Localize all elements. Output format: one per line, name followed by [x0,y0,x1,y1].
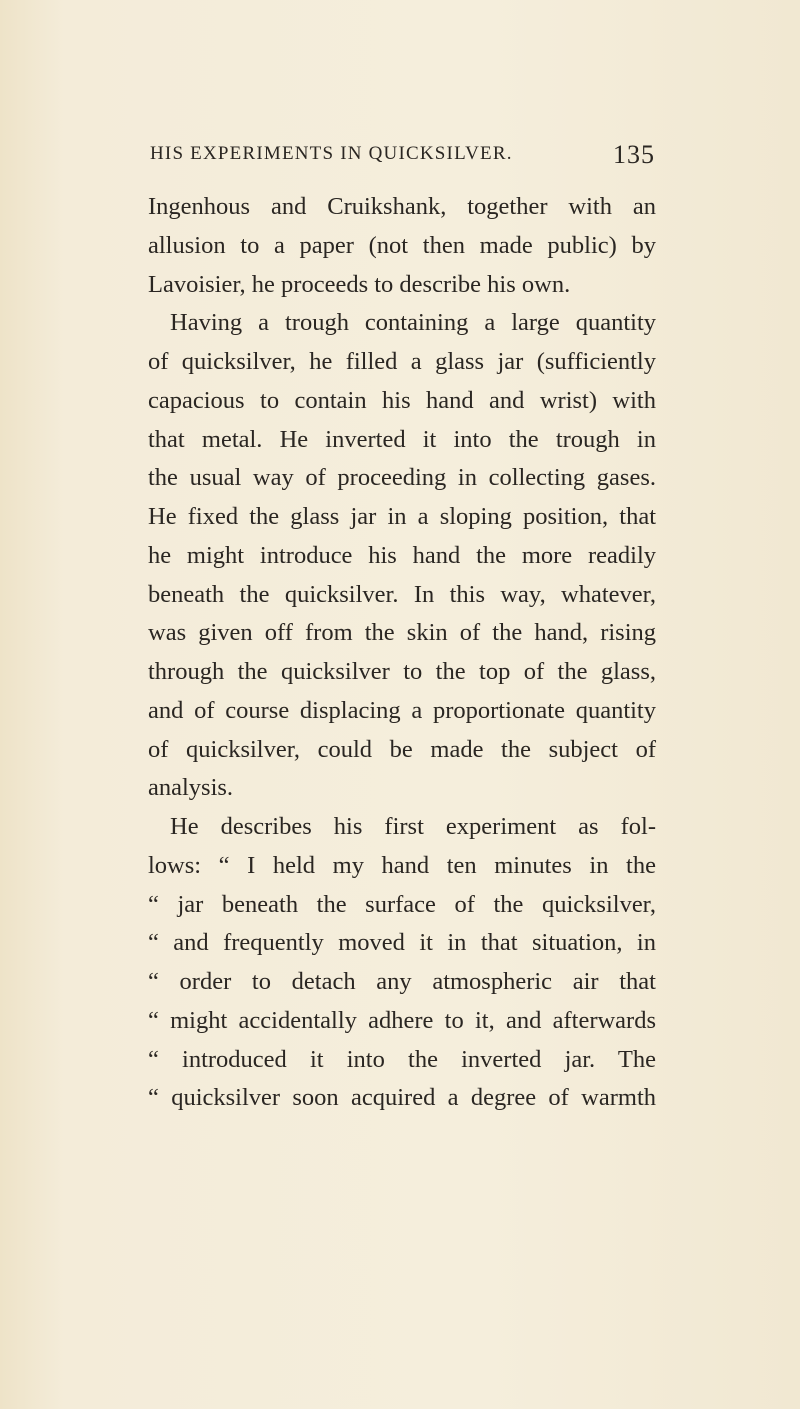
text-line: He fixed the glass jar in a sloping position, that [148,503,656,530]
text-line: He describes his first experiment as fol- [170,813,656,840]
text-line: “ order to detach any atmospheric air that [148,968,656,995]
running-title: HIS EXPERIMENTS IN QUICKSILVER. [150,143,513,164]
text-line: Having a trough containing a large quantity [170,309,656,337]
text-line: of quicksilver, could be made the subject of [148,735,656,763]
text-line: beneath the quicksilver. In this way, whatever, [148,580,656,608]
text-line: he might introduce his hand the more readily [148,541,656,569]
text-line: lows: “ I held my hand ten minutes in the [148,851,656,879]
text-line: through the quicksilver to the top of the glass, [148,658,656,685]
text-line: that metal. He inverted it into the trough in [148,425,656,453]
text-line: of quicksilver, he filled a glass jar (sufficiently [148,348,656,375]
text-line: Ingenhous and Cruikshank, together with an [148,193,656,220]
text-line: “ and frequently moved it in that situation, in [148,929,656,957]
text-line: and of course displacing a proportionate quantity [148,696,656,724]
text-line: “ might accidentally adhere to it, and afterwards [148,1006,656,1034]
text-line: Lavoisier, he proceeds to describe his own. [148,270,571,298]
text-line: “ quicksilver soon acquired a degree of warmth [148,1084,656,1112]
text-line: the usual way of proceeding in collecting gases. [148,464,656,492]
text-line: was given off from the skin of the hand, rising [148,619,656,647]
text-line: analysis. [148,774,234,802]
text-line: “ jar beneath the surface of the quicksilver, [148,890,656,918]
text-line: capacious to contain his hand and wrist) with [148,386,656,414]
text-line: allusion to a paper (not then made public) by [148,231,656,259]
text-line: “ introduced it into the inverted jar. The [148,1045,656,1073]
running-head [150,140,655,174]
page-number: 135 [613,140,655,169]
body-text [148,188,656,1118]
